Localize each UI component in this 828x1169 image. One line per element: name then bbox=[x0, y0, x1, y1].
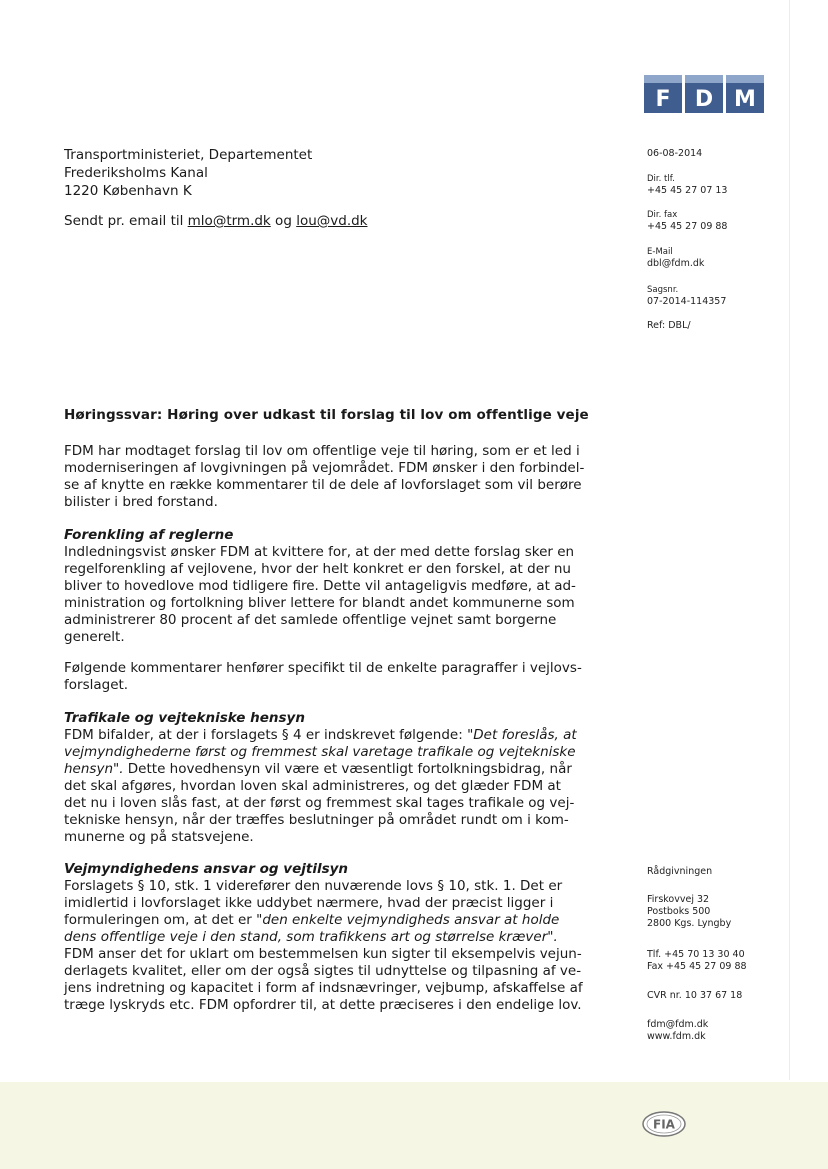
text-line: Forslagets § 10, stk. 1 viderefører den nuværende lovs § 10, stk. 1. Det er bbox=[64, 878, 563, 894]
letter-date: 06-08-2014 bbox=[647, 148, 703, 159]
intro-paragraph bbox=[64, 443, 624, 511]
logo-letter-f: F bbox=[644, 75, 682, 113]
text-run: FDM bifalder, at der i forslagets § 4 er indskrevet følgende: bbox=[64, 727, 468, 743]
direct-phone-value: +45 45 27 07 13 bbox=[647, 185, 728, 196]
text-line: imidlertid i lovforslaget ikke uddybet nærmere, hvad der præcist ligger i bbox=[64, 895, 554, 911]
phone-line: Tlf. +45 70 13 30 40 bbox=[647, 949, 745, 960]
address-line: 2800 Kgs. Lyngby bbox=[647, 918, 732, 929]
email-link-lou[interactable]: lou@vd.dk bbox=[296, 213, 368, 229]
section-heading: Forenkling af reglerne bbox=[64, 527, 234, 543]
address-line: Postboks 500 bbox=[647, 906, 711, 917]
case-number bbox=[647, 284, 726, 308]
quote-run: "den enkelte vejmyndigheds ansvar at holde bbox=[256, 912, 560, 928]
sender-email-value: dbl@fdm.dk bbox=[647, 258, 705, 269]
text-line: Følgende kommentarer henfører specifikt til de enkelte paragraffer i vejlovs- bbox=[64, 660, 582, 676]
text-line bbox=[64, 912, 624, 929]
followup-paragraph bbox=[64, 660, 624, 694]
sender-email bbox=[647, 246, 704, 270]
text-line: administrerer 80 procent af det samlede offentlige vejnet samt borgerne bbox=[64, 612, 557, 628]
direct-fax-value: +45 45 27 09 88 bbox=[647, 221, 728, 232]
cvr-number: CVR nr. 10 37 67 18 bbox=[647, 990, 743, 1001]
sent-by-email-line bbox=[64, 213, 368, 229]
footer-band bbox=[0, 1082, 828, 1169]
quote-run: hensyn". bbox=[64, 761, 124, 777]
reference: Ref: DBL/ bbox=[647, 320, 691, 331]
section-forenkling bbox=[64, 527, 624, 646]
sent-joiner: og bbox=[270, 213, 297, 229]
logo-letter-m: M bbox=[726, 75, 764, 113]
text-line: se af knytte en række kommentarer til de dele af lovforslaget som vil berøre bbox=[64, 477, 582, 493]
logo-letter-d: D bbox=[685, 75, 723, 113]
sent-prefix: Sendt pr. email til bbox=[64, 213, 188, 229]
page-edge-rule bbox=[789, 0, 790, 1080]
recipient-line: Frederiksholms Kanal bbox=[64, 165, 208, 181]
quote-line: dens offentlige veje i den stand, som trafikkens art og størrelse kræver". bbox=[64, 929, 558, 945]
text-line bbox=[64, 761, 624, 778]
postal-address bbox=[647, 894, 731, 930]
section-heading: Vejmyndighedens ansvar og vejtilsyn bbox=[64, 861, 349, 877]
direct-phone bbox=[647, 173, 727, 197]
letter-subject: Høringssvar: Høring over udkast til forslag til lov om offentlige veje bbox=[64, 407, 589, 423]
address-line: Firskovvej 32 bbox=[647, 894, 710, 905]
fax-line: Fax +45 45 27 09 88 bbox=[647, 961, 747, 972]
org-email[interactable]: fdm@fdm.dk bbox=[647, 1019, 709, 1030]
recipient-line: 1220 København K bbox=[64, 183, 192, 199]
text-line: generelt. bbox=[64, 629, 125, 645]
email-link-mlo[interactable]: mlo@trm.dk bbox=[187, 213, 271, 229]
sender-email-label: E-Mail bbox=[647, 247, 673, 257]
quote-run: "Det foreslås, at bbox=[467, 727, 577, 743]
text-line: munerne og på statsvejene. bbox=[64, 829, 254, 845]
text-line: moderniseringen af lovgivningen på vejområdet. FDM ønsker i den forbindel- bbox=[64, 460, 585, 476]
text-line: regelforenkling af vejlovene, hvor der helt konkret er den forskel, at der nu bbox=[64, 561, 571, 577]
department-name: Rådgivningen bbox=[647, 866, 713, 877]
text-line: bilister i bred forstand. bbox=[64, 494, 218, 510]
section-trafikale bbox=[64, 710, 624, 846]
text-line: Indledningsvist ønsker FDM at kvittere for, at der med dette forslag sker en bbox=[64, 544, 575, 560]
web-contacts bbox=[647, 1019, 708, 1043]
fia-logo bbox=[642, 1111, 686, 1137]
case-number-label: Sagsnr. bbox=[647, 285, 679, 295]
org-website[interactable]: www.fdm.dk bbox=[647, 1031, 706, 1042]
text-line: jens indretning og kapacitet i form af indsnævringer, vejbump, afskaffelse af bbox=[64, 980, 583, 996]
direct-fax bbox=[647, 209, 727, 233]
text-run: Dette hovedhensyn vil være et væsentligt fortolkningsbidrag, når bbox=[123, 761, 572, 777]
fdm-logo bbox=[644, 75, 764, 113]
case-number-value: 07-2014-114357 bbox=[647, 296, 727, 307]
text-line: ministration og fortolkning bliver lettere for blandt andet kommunerne som bbox=[64, 595, 575, 611]
text-line: træge lyskryds etc. FDM opfordrer til, at dette præciseres i den endelige lov. bbox=[64, 997, 582, 1013]
direct-fax-label: Dir. fax bbox=[647, 210, 678, 220]
text-run: formuleringen om, at det er bbox=[64, 912, 257, 928]
text-line: tekniske hensyn, når der træffes beslutninger på området rundt om i kom- bbox=[64, 812, 569, 828]
text-line: bliver to hovedlove mod tidligere fire. Dette vil antageligvis medføre, at ad- bbox=[64, 578, 576, 594]
text-line: derlagets kvalitet, eller om der også sigtes til udnyttelse og tilpasning af ve- bbox=[64, 963, 582, 979]
section-heading: Trafikale og vejtekniske hensyn bbox=[64, 710, 305, 726]
contact-numbers bbox=[647, 949, 747, 973]
quote-line: vejmyndighederne først og fremmest skal varetage trafikale og vejtekniske bbox=[64, 744, 576, 760]
direct-phone-label: Dir. tlf. bbox=[647, 174, 675, 184]
section-vejmyndighed bbox=[64, 861, 624, 1014]
text-line bbox=[64, 727, 624, 744]
recipient-address bbox=[64, 146, 312, 200]
text-line: det nu i loven slås fast, at der først og fremmest skal tages trafikale og vej- bbox=[64, 795, 575, 811]
text-line: FDM anser det for uklart om bestemmelsen kun sigter til eksempelvis vejun- bbox=[64, 946, 582, 962]
fia-logo-text: FIA bbox=[653, 1117, 675, 1132]
text-line: det skal afgøres, hvordan loven skal administreres, og det glæder FDM at bbox=[64, 778, 561, 794]
text-line: FDM har modtaget forslag til lov om offentlige veje til høring, som er et led i bbox=[64, 443, 580, 459]
text-line: forslaget. bbox=[64, 677, 129, 693]
recipient-line: Transportministeriet, Departementet bbox=[64, 147, 313, 163]
